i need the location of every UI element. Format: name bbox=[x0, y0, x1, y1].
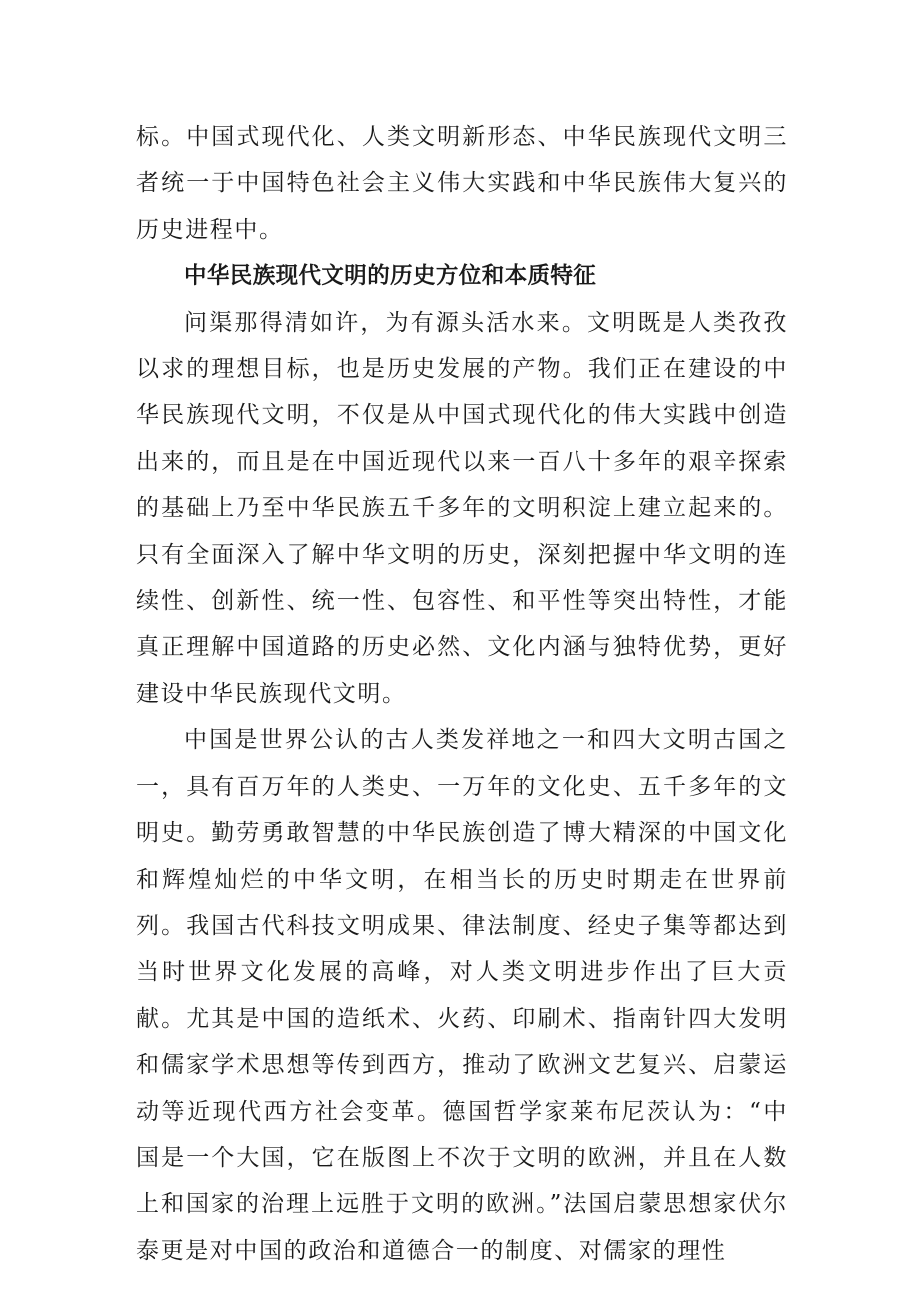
body-paragraph-continued: 标。中国式现代化、人类文明新形态、中华民族现代文明三者统一于中国特色社会主义伟大实践和中华民族伟大复兴的历史进程中。 bbox=[136, 124, 788, 243]
body-paragraph: 中国是世界公认的古人类发祥地之一和四大文明古国之一，具有百万年的人类史、一万年的文化史、五千多年的文明史。勤劳勇敢智慧的中华民族创造了博大精深的中国文化和辉煌灿烂的中华文明，在相当长的历史时期走在世界前列。我国古代科技文明成果、律法制度、经史子集等都达到当时世界文化发展的高峰，对人类文明进步作出了巨大贡献。尤其是中国的造纸术、火药、印刷术、指南针四大发明和儒家学术思想等传到西方，推动了欧洲文艺复兴、启蒙运动等近现代西方社会变革。德国哲学家莱布尼茨认为：“中国是一个大国，它在版图上不次于文明的欧洲，并且在人数上和国家的治理上远胜于文明的欧洲。”法国启蒙思想家伏尔泰更是对中国的政治和道德合一的制度、对儒家的理性 bbox=[136, 727, 788, 1264]
body-paragraph: 问渠那得清如许，为有源头活水来。文明既是人类孜孜以求的理想目标，也是历史发展的产物。我们正在建设的中华民族现代文明，不仅是从中国式现代化的伟大实践中创造出来的，而且是在中国近现代以来一百八十多年的艰辛探索的基础上乃至中华民族五千多年的文明积淀上建立起来的。只有全面深入了解中华文明的历史，深刻把握中华文明的连续性、创新性、统一性、包容性、和平性等突出特性，才能真正理解中国道路的历史必然、文化内涵与独特优势，更好建设中华民族现代文明。 bbox=[136, 309, 788, 707]
section-heading: 中华民族现代文明的历史方位和本质特征 bbox=[184, 263, 597, 290]
document-page bbox=[136, 114, 788, 1274]
